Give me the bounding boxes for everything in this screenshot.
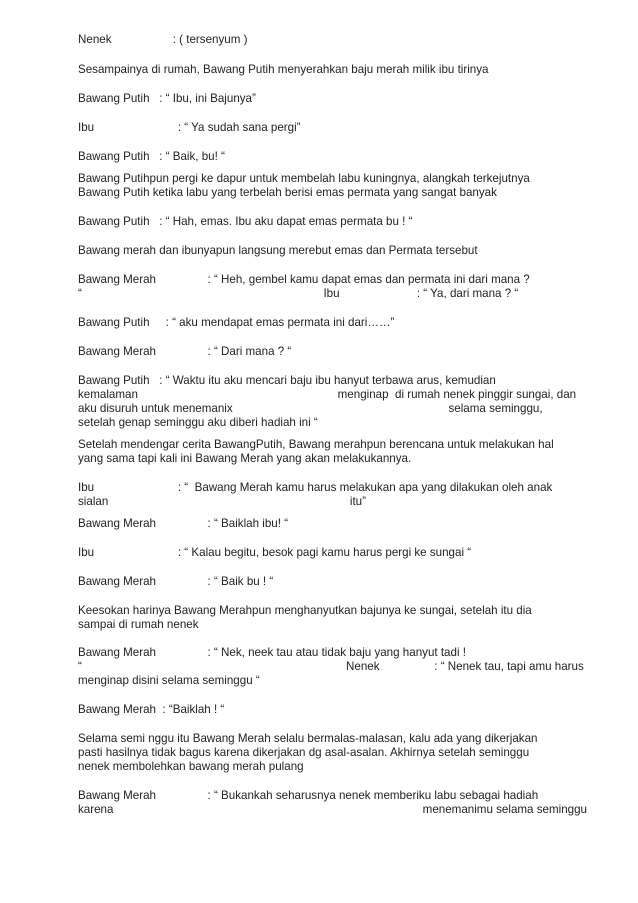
text-line: sampai di rumah nenek bbox=[78, 618, 199, 631]
text-line: Bawang Merah : “ Heh, gembel kamu dapat emas dan permata ini dari mana ? bbox=[78, 273, 530, 286]
text-line: Ibu : “ Bawang Merah kamu harus melakukan apa yang dilakukan oleh anak bbox=[78, 481, 553, 494]
text-line: Bawang Putih : “ aku mendapat emas permata ini dari……” bbox=[78, 316, 395, 329]
text-line: Bawang Putih : “ Baik, bu! “ bbox=[78, 150, 225, 163]
text-line: kemalaman menginap di rumah nenek pinggir sungai, dan bbox=[78, 388, 577, 401]
text-line: Bawang Merah : “ Nek, neek tau atau tidak baju yang hanyut tadi ! bbox=[78, 646, 466, 659]
text-line: “ Ibu : “ Ya, dari mana ? “ bbox=[78, 287, 519, 300]
text-line: Bawang Merah : “ Dari mana ? “ bbox=[78, 345, 292, 358]
text-line: yang sama tapi kali ini Bawang Merah yang akan melakukannya. bbox=[78, 452, 412, 465]
text-line: Bawang Merah : “ Baiklah ibu! “ bbox=[78, 517, 289, 530]
text-line: aku disuruh untuk menemanix selama seminggu, bbox=[78, 402, 543, 415]
text-line: Keesokan harinya Bawang Merahpun menghanyutkan bajunya ke sungai, setelah itu dia bbox=[78, 604, 532, 617]
text-line: menginap disini selama seminggu “ bbox=[78, 674, 260, 687]
text-line: Bawang merah dan ibunyapun langsung merebut emas dan Permata tersebut bbox=[78, 244, 478, 257]
text-line: Nenek : ( tersenyum ) bbox=[78, 33, 248, 46]
text-line: Bawang Putih : “ Hah, emas. Ibu aku dapat emas permata bu ! “ bbox=[78, 215, 413, 228]
text-line: Selama semi nggu itu Bawang Merah selalu bermalas-malasan, kalu ada yang dikerjakan bbox=[78, 732, 538, 745]
text-line: Bawang Putih : “ Ibu, ini Bajunya” bbox=[78, 92, 256, 105]
text-line: Bawang Merah : “Baiklah ! “ bbox=[78, 703, 225, 716]
text-line: pasti hasilnya tidak bagus karena dikerjakan dg asal-asalan. Akhirnya setelah seminggu bbox=[78, 746, 530, 759]
text-line: karena menemanimu selama seminggu bbox=[78, 803, 587, 816]
text-line: “ Nenek : “ Nenek tau, tapi amu harus bbox=[78, 660, 584, 673]
text-line: setelah genap seminggu aku diberi hadiah ini “ bbox=[78, 416, 318, 429]
text-line: Bawang Putih : “ Waktu itu aku mencari baju ibu hanyut terbawa arus, kemudian bbox=[78, 374, 496, 387]
text-line: Setelah mendengar cerita BawangPutih, Bawang merahpun berencana untuk melakukan hal bbox=[78, 438, 554, 451]
text-line: Bawang Merah : “ Bukankah seharusnya nenek memberiku labu sebagai hadiah bbox=[78, 789, 539, 802]
text-line: Ibu : “ Ya sudah sana pergi” bbox=[78, 121, 301, 134]
text-line: Bawang Merah : “ Baik bu ! “ bbox=[78, 575, 274, 588]
text-line: Bawang Putih ketika labu yang terbelah berisi emas permata yang sangat banyak bbox=[78, 186, 497, 199]
text-line: nenek membolehkan bawang merah pulang bbox=[78, 760, 304, 773]
text-line: sialan itu” bbox=[78, 495, 366, 508]
text-line: Sesampainya di rumah, Bawang Putih menyerahkan baju merah milik ibu tirinya bbox=[78, 63, 489, 76]
text-line: Bawang Putihpun pergi ke dapur untuk membelah labu kuningnya, alangkah terkejutnya bbox=[78, 172, 530, 185]
text-line: Ibu : “ Kalau begitu, besok pagi kamu harus pergi ke sungai “ bbox=[78, 546, 472, 559]
